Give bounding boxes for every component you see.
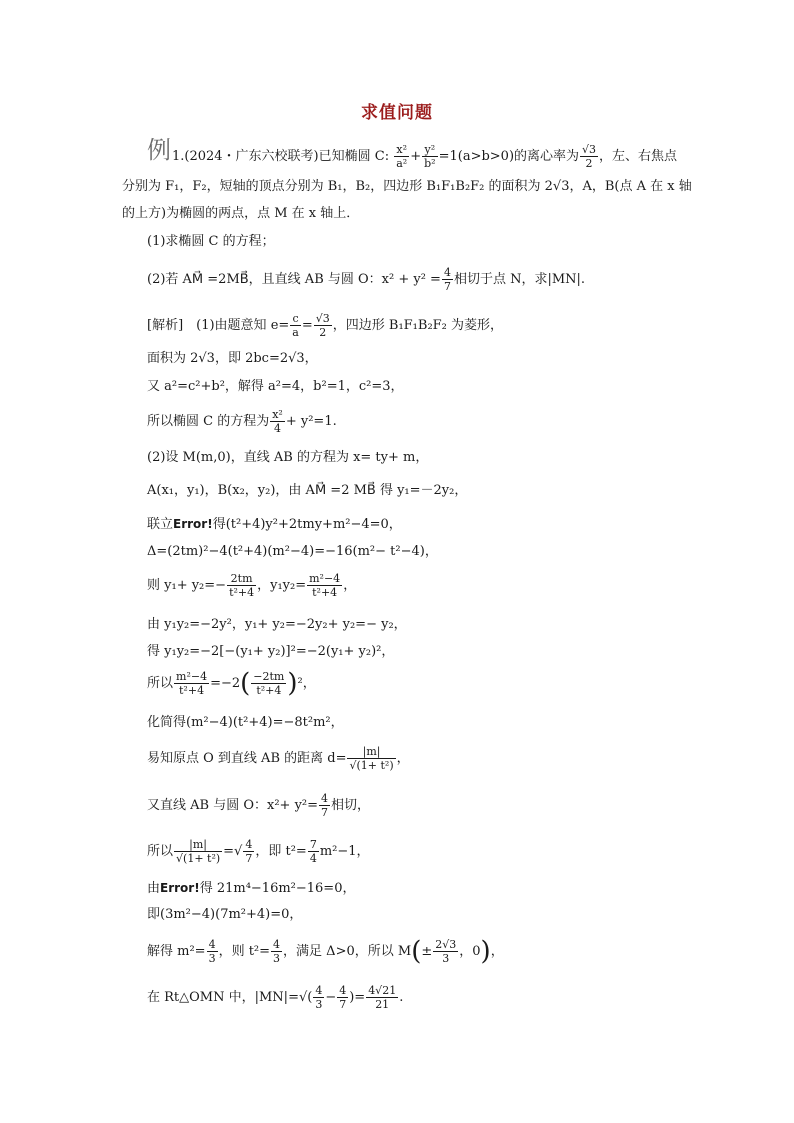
solution-line-3: 又 a²=c²+b²，解得 a²=4，b²=1，c²=3， — [147, 379, 404, 394]
problem-part-1: (1)求椭圆 C 的方程； — [147, 234, 275, 249]
fraction: $\frac{2tm}{\text{t²+4}}$ — [229, 572, 255, 599]
fraction: $\frac{4}{7}$ — [339, 984, 347, 1011]
fraction: $\frac{\text{y²}}{\text{b²}}$ — [424, 143, 436, 170]
fraction: $\frac{2√3}{3}$ — [435, 938, 457, 965]
solution-line-1: [解析] (1)由题意知 e= $\frac{c}{a}$ = $\frac{√3}{2}$ ，四边形 B₁F₁B₂F₂ 为菱形， — [147, 312, 504, 339]
problem-line-3: 的上方)为椭圆的两点，点 M 在 x 轴上． — [122, 206, 360, 221]
fraction: $\frac{\text{x²}}{\text{a²}}$ — [396, 143, 408, 170]
solution-line-15: 又直线 AB 与圆 O：x²+ y²= $\frac{4}{7}$ 相切， — [147, 792, 371, 819]
solution-line-6: A(x₁，y₁)，B(x₂，y₂)，由 AM⃗ =2 MB⃗ 得 y₁=－2y₂， — [147, 483, 468, 498]
problem-part-2: (2)若 AM⃗ =2MB⃗，且直线 AB 与圆 O：x² + y² = $\frac{4}{7}$ 相切于点 N，求|MN|. — [147, 266, 586, 293]
fraction: $\frac{4}{3}$ — [208, 938, 216, 965]
solution-line-4: 所以椭圆 C 的方程为 $\frac{\text{x²}}{4}$ + y²=1. — [147, 408, 337, 435]
fraction: $\frac{-2tm}{\text{t²+4}}$ — [253, 670, 285, 697]
solution-line-12: 所以 $\frac{\text{m²−4}}{\text{t²+4}}$ =−2( $\frac{-2tm}{\text{t²+4}}$ )²， — [147, 668, 316, 699]
fraction: $\frac{|m|}{\text{√(1+ t²)}}$ — [349, 745, 394, 772]
fraction: $\frac{4√21}{21}$ — [368, 984, 397, 1011]
fraction: $\frac{7}{4}$ — [309, 838, 317, 865]
solution-line-18: 即(3m²−4)(7m²+4)=0， — [147, 907, 303, 922]
fraction: $\frac{4}{7}$ — [245, 838, 253, 865]
problem-source: 1.(2024・广东六校联考)已知椭圆 — [172, 149, 371, 164]
page-title: 求值问题 — [361, 103, 433, 123]
fraction: $\frac{\text{x²}}{4}$ — [272, 408, 283, 435]
fraction: $\frac{4}{3}$ — [315, 984, 323, 1011]
ellipse-name: C: — [374, 149, 390, 164]
solution-line-7: 联立Error!得(t²+4)y²+2tmy+m²−4=0， — [147, 517, 402, 532]
solution-line-8: Δ=(2tm)²−4(t²+4)(m²−4)=−16(m²− t²−4)， — [147, 544, 438, 559]
solution-line-13: 化简得(m²−4)(t²+4)=−8t²m²， — [147, 715, 344, 730]
solution-line-14: 易知原点 O 到直线 AB 的距离 d= $\frac{|m|}{\text{√(1+ t²)}}$ ， — [147, 745, 410, 772]
solution-line-16: 所以 $\frac{|m|}{\text{√(1+ t²)}}$ =√ $\frac{4}{7}$ ，即 t²= $\frac{7}{4}$ m²−1， — [147, 838, 370, 865]
fraction: $\frac{\text{m²−4}}{\text{t²+4}}$ — [309, 572, 341, 599]
fraction: $\frac{|m|}{\text{√(1+ t²)}}$ — [176, 838, 221, 865]
fraction: $\frac{4}{7}$ — [321, 792, 329, 819]
example-mark: 例 — [147, 136, 171, 164]
solution-line-20: 在 Rt△OMN 中，|MN|=√( $\frac{4}{3}$ − $\frac{4}{7}$ )= $\frac{4√21}{21}$ . — [147, 984, 404, 1011]
problem-line-2: 分别为 F₁，F₂，短轴的顶点分别为 B₁，B₂，四边形 B₁F₁B₂F₂ 的面积为 2√3，A，B(点 A 在 x 轴 — [122, 179, 692, 194]
fraction: $\frac{4}{3}$ — [273, 938, 281, 965]
fraction: $\frac{√3}{2}$ — [315, 312, 330, 339]
solution-line-11: 得 y₁y₂=−2[−(y₁+ y₂)]²=−2(y₁+ y₂)²， — [147, 644, 395, 659]
solution-line-5: (2)设 M(m,0)，直线 AB 的方程为 x= ty+ m， — [147, 450, 429, 465]
solution-line-17: 由Error!得 21m⁴−16m²−16=0， — [147, 881, 356, 896]
solution-line-10: 由 y₁y₂=−2y²，y₁+ y₂=−2y₂+ y₂=− y₂， — [147, 617, 407, 632]
solution-line-19: 解得 m²= $\frac{4}{3}$ ，则 t²= $\frac{4}{3}$ ，满足 Δ>0，所以 M(± $\frac{2√3}{3}$ ，0)， — [147, 936, 504, 967]
problem-line-1: 1.(2024・广东六校联考)已知椭圆 C: $\frac{\text{x²}}{\text{a²}}$ + $\frac{\text{y²}}{\text{b²}}$ =1(a>b>0)的离心率为 $\frac{√3}{2}$ ，左、右焦点 — [172, 143, 678, 170]
fraction: $\frac{\text{m²−4}}{\text{t²+4}}$ — [176, 670, 208, 697]
fraction: $\frac{c}{a}$ — [292, 312, 299, 339]
fraction: $\frac{4}{7}$ — [443, 266, 451, 293]
fraction: $\frac{√3}{2}$ — [582, 143, 597, 170]
solution-line-9: 则 y₁+ y₂=− $\frac{2tm}{\text{t²+4}}$ ，y₁y₂= $\frac{\text{m²−4}}{\text{t²+4}}$ ， — [147, 572, 357, 599]
solution-line-2: 面积为 2√3，即 2bc=2√3， — [147, 351, 318, 366]
